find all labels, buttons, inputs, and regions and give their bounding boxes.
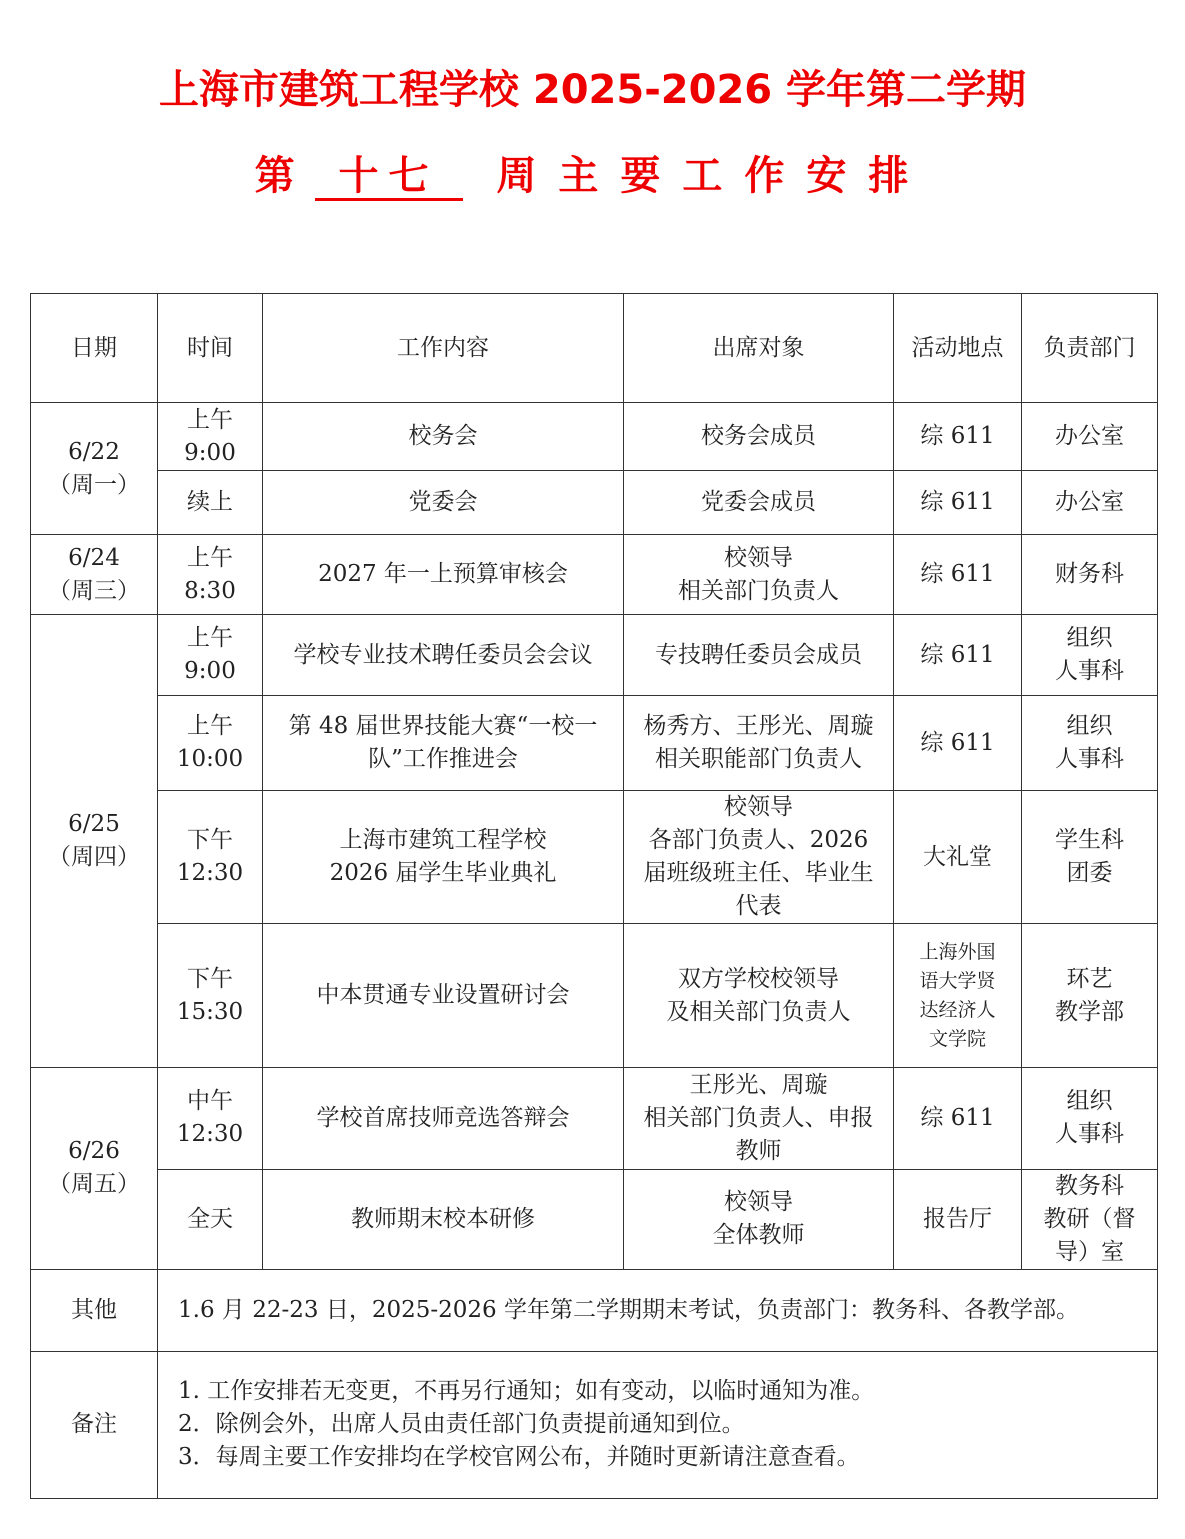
time-line: 上午: [187, 406, 233, 433]
location-cell: [894, 924, 1022, 1067]
content-line: 学校首席技师竞选答辩会: [316, 1104, 570, 1131]
other-label: 其他: [31, 1269, 158, 1351]
time-line: 上午: [187, 625, 233, 652]
time-cell: [158, 924, 263, 1067]
header-row: [31, 294, 1158, 403]
department-cell: [1022, 791, 1158, 924]
date-text: 6/24: [68, 544, 120, 571]
notes-row: [31, 1351, 1158, 1498]
location-line: 综 611: [920, 729, 995, 756]
department-cell: [1022, 696, 1158, 791]
content-line: 教师期末校本研修: [351, 1205, 535, 1232]
department-line: 财务科: [1055, 561, 1124, 588]
attendees-line: 王彤光、周璇: [689, 1071, 828, 1098]
content-line: 学校专业技术聘任委员会会议: [293, 641, 593, 668]
attendees-line: 双方学校校领导: [678, 965, 839, 992]
department-line: 组织: [1066, 625, 1113, 652]
department-cell: [1022, 615, 1158, 696]
attendees-cell: [624, 403, 894, 471]
weekday-text: （周四）: [48, 843, 140, 870]
location-cell: [894, 1067, 1022, 1169]
location-cell: [894, 696, 1022, 791]
attendees-cell: [624, 791, 894, 924]
date-text: 6/22: [68, 438, 120, 465]
date-cell: [31, 1067, 158, 1269]
table-row: [31, 791, 1158, 924]
column-header: 工作内容: [263, 294, 624, 403]
table-row: [31, 1067, 1158, 1169]
subtitle-prefix: 第: [254, 153, 295, 199]
time-cell: [158, 696, 263, 791]
content-cell: [263, 924, 624, 1067]
department-line: 组织: [1066, 713, 1113, 740]
attendees-cell: [624, 471, 894, 535]
notes-label: 备注: [31, 1351, 158, 1498]
attendees-line: 专技聘任委员会成员: [655, 641, 862, 668]
table-row: [31, 1169, 1158, 1269]
content-line: 2027 年一上预算审核会: [318, 561, 568, 588]
time-cell: [158, 615, 263, 696]
attendees-line: 校领导: [724, 544, 793, 571]
time-line: 8:30: [184, 577, 236, 604]
time-line: 上午: [187, 713, 233, 740]
content-cell: [263, 471, 624, 535]
column-header: 时间: [158, 294, 263, 403]
department-line: 人事科: [1055, 746, 1124, 773]
department-line: 导）室: [1055, 1238, 1124, 1265]
department-line: 教学部: [1055, 998, 1124, 1025]
location-line: 综 611: [920, 1104, 995, 1131]
table-row: [31, 615, 1158, 696]
time-line: 15:30: [176, 998, 244, 1025]
department-cell: [1022, 471, 1158, 535]
attendees-line: 党委会成员: [701, 489, 816, 516]
subtitle-suffix: 周主要工作安排: [496, 153, 931, 199]
content-line: 第 48 届世界技能大赛“一校一: [288, 713, 598, 740]
date-text: 6/26: [68, 1138, 120, 1165]
attendees-line: 相关部门负责人、申报: [643, 1104, 874, 1131]
content-line: 上海市建筑工程学校: [339, 827, 547, 854]
date-text: 6/25: [68, 810, 120, 837]
column-header: 负责部门: [1022, 294, 1158, 403]
department-line: 教研（督: [1043, 1205, 1136, 1232]
content-cell: [263, 696, 624, 791]
column-header: 出席对象: [624, 294, 894, 403]
note-item: 3．每周主要工作安排均在学校官网公布，并随时更新请注意查看。: [178, 1444, 860, 1471]
time-cell: [158, 471, 263, 535]
content-line: 2026 届学生毕业典礼: [329, 860, 557, 887]
time-line: 中午: [187, 1088, 233, 1115]
time-line: 下午: [187, 827, 233, 854]
location-cell: [894, 535, 1022, 615]
time-line: 续上: [187, 489, 233, 516]
location-line: 达经济人: [919, 998, 996, 1021]
content-line: 党委会: [408, 489, 478, 516]
weekday-text: （周五）: [48, 1171, 140, 1198]
department-line: 教务科: [1055, 1172, 1124, 1199]
location-line: 综 611: [920, 641, 995, 668]
location-line: 大礼堂: [923, 843, 992, 870]
time-line: 下午: [187, 965, 233, 992]
other-row: [31, 1269, 1158, 1351]
attendees-cell: [624, 535, 894, 615]
note-item: 1. 工作安排若无变更，不再另行通知；如有变动，以临时通知为准。: [178, 1378, 875, 1405]
time-line: 12:30: [176, 1121, 244, 1148]
location-cell: [894, 791, 1022, 924]
content-line: 队”工作推进会: [368, 746, 518, 773]
time-line: 10:00: [176, 746, 244, 773]
department-line: 学生科: [1055, 827, 1124, 854]
department-cell: [1022, 535, 1158, 615]
department-line: 人事科: [1055, 1121, 1124, 1148]
department-cell: [1022, 924, 1158, 1067]
time-line: 上午: [187, 544, 233, 571]
notes-list: [158, 1351, 1158, 1498]
time-cell: [158, 535, 263, 615]
content-cell: [263, 615, 624, 696]
content-line: 校务会: [408, 423, 478, 450]
date-cell: [31, 535, 158, 615]
department-line: 办公室: [1055, 423, 1124, 450]
location-line: 上海外国: [919, 940, 996, 963]
page-title: 上海市建筑工程学校 2025-2026 学年第二学期: [158, 67, 1027, 113]
week-number: 十七: [315, 154, 463, 201]
content-line: 中本贯通专业设置研讨会: [316, 982, 570, 1009]
department-line: 人事科: [1055, 658, 1124, 685]
attendees-cell: [624, 1067, 894, 1169]
page-subtitle: [0, 148, 1185, 204]
table-row: [31, 403, 1158, 471]
attendees-cell: [624, 696, 894, 791]
department-cell: [1022, 403, 1158, 471]
department-line: 环艺: [1066, 965, 1113, 992]
content-cell: [263, 1067, 624, 1169]
date-cell: [31, 403, 158, 535]
date-cell: [31, 615, 158, 1067]
time-line: 9:00: [184, 439, 236, 466]
content-cell: [263, 535, 624, 615]
table-row: [31, 924, 1158, 1067]
department-line: 团委: [1066, 860, 1113, 887]
attendees-line: 相关职能部门负责人: [655, 746, 862, 773]
column-header: 活动地点: [894, 294, 1022, 403]
attendees-line: 杨秀方、王彤光、周璇: [643, 713, 874, 740]
schedule-table: [30, 293, 1158, 1499]
attendees-line: 各部门负责人、2026: [648, 827, 869, 854]
location-cell: [894, 1169, 1022, 1269]
attendees-cell: [624, 615, 894, 696]
time-line: 12:30: [176, 860, 244, 887]
location-cell: [894, 615, 1022, 696]
note-item: 2．除例会外，出席人员由责任部门负责提前通知到位。: [178, 1411, 745, 1438]
time-line: 全天: [187, 1205, 233, 1232]
location-line: 文学院: [928, 1027, 986, 1050]
table-row: [31, 471, 1158, 535]
table-row: [31, 535, 1158, 615]
other-text: 1.6 月 22-23 日，2025-2026 学年第二学期期末考试，负责部门：教务科、各教学部。: [158, 1269, 1158, 1351]
attendees-line: 代表: [735, 893, 782, 920]
column-header: 日期: [31, 294, 158, 403]
department-line: 办公室: [1055, 489, 1124, 516]
attendees-cell: [624, 924, 894, 1067]
attendees-line: 相关部门负责人: [678, 577, 839, 604]
department-cell: [1022, 1169, 1158, 1269]
weekday-text: （周三）: [48, 577, 140, 604]
department-cell: [1022, 1067, 1158, 1169]
attendees-line: 校领导: [724, 1189, 793, 1216]
table-row: [31, 696, 1158, 791]
location-line: 综 611: [920, 489, 995, 516]
content-cell: [263, 791, 624, 924]
attendees-line: 届班级班主任、毕业生: [643, 860, 874, 887]
location-line: 综 611: [920, 423, 995, 450]
time-line: 9:00: [184, 658, 236, 685]
location-cell: [894, 403, 1022, 471]
location-line: 语大学贤: [919, 969, 996, 992]
time-cell: [158, 1067, 263, 1169]
attendees-line: 全体教师: [712, 1222, 805, 1249]
attendees-cell: [624, 1169, 894, 1269]
weekday-text: （周一）: [48, 471, 140, 498]
time-cell: [158, 403, 263, 471]
location-cell: [894, 471, 1022, 535]
attendees-line: 校务会成员: [701, 423, 816, 450]
attendees-line: 及相关部门负责人: [666, 998, 851, 1025]
attendees-line: 教师: [735, 1137, 782, 1164]
time-cell: [158, 1169, 263, 1269]
attendees-line: 校领导: [724, 794, 793, 821]
content-cell: [263, 403, 624, 471]
time-cell: [158, 791, 263, 924]
department-line: 组织: [1066, 1088, 1113, 1115]
location-line: 综 611: [920, 561, 995, 588]
location-line: 报告厅: [923, 1205, 992, 1232]
content-cell: [263, 1169, 624, 1269]
